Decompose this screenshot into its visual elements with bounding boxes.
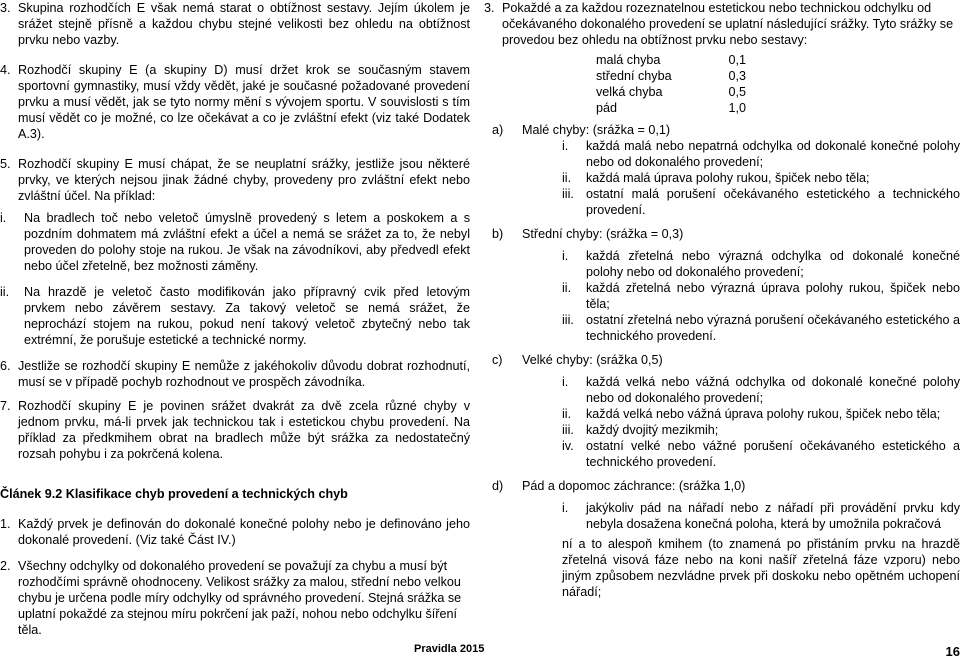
item-number: 2. [0, 559, 11, 573]
table-row [596, 52, 746, 68]
item-number: ii. [562, 281, 572, 295]
item-number: i. [562, 139, 569, 153]
subsection-label [492, 226, 960, 242]
item-text: ostatní zřetelná nebo výrazná porušení očekávaného estetického a technického provedení. [586, 313, 960, 343]
subsection-label [492, 478, 960, 494]
article-item-3 [484, 0, 960, 48]
item-number: 6. [0, 359, 11, 373]
paragraph-5-ii [0, 284, 470, 348]
subsection-title: Malé chyby: (srážka = 0,1) [522, 123, 671, 137]
list-item [562, 500, 960, 532]
item-text: jakýkoliv pád na nářadí nebo z nářadí při provádění prvku kdy nebyla dosažena konečná poloha, která by umožnila pokračová [586, 501, 960, 531]
item-number: ii. [0, 285, 10, 299]
list-item [562, 186, 960, 218]
list-item [562, 406, 960, 422]
item-text: Rozhodčí skupiny E (a skupiny D) musí držet krok se současným stavem sportovní gymnastiky, musí vždy vědět, jaké je současné požadované provedení prvku a musí vědět, jak se tyto normy mění s vývojem sportu. V souvislosti s tím musí vědět co je možné, co lze očekávat a co je zvláštní efekt (viz také Dodatek A.3). [18, 63, 470, 141]
item-number: iii. [562, 423, 574, 437]
table-cell: 0,3 [728, 69, 746, 83]
subsection-b [484, 226, 960, 344]
table-cell: 1,0 [728, 101, 746, 115]
item-number: 5. [0, 157, 11, 171]
subsection-label [492, 352, 960, 368]
footer-title: Pravidla 2015 [414, 643, 485, 655]
list-item [562, 248, 960, 280]
list-item-continuation: ní a to alespoň kmihem (to znamená po přistáním prvku na hrazdě zřetelná visová fáze nebo na koni našíř zřetelná fáze vzporu) nebo jiným způsobem nezvládne prvek při doskoku nebo opětném uchopení nářadí; [562, 537, 960, 599]
left-column [0, 0, 470, 638]
paragraph-6 [0, 358, 470, 390]
list-item [562, 438, 960, 470]
item-number: 3. [484, 1, 495, 15]
item-number: i. [562, 501, 569, 515]
table-cell: střední chyba [596, 69, 672, 83]
item-text: Na hrazdě je veletoč často modifikován jako přípravný cvik před letovým prvkem nebo závěrem sestavy. Za takový veletoč se nemá srážet, že neprochází stojem na rukou, pokud není takový veletoč zbytečný nebo tak extrémní, že porušuje estetické a technické normy. [24, 285, 470, 347]
item-number: i. [562, 375, 569, 389]
paragraph-5 [0, 156, 470, 204]
item-number: ii. [562, 407, 572, 421]
item-text: každá velká nebo vážná úprava polohy rukou, špiček nebo těla; [586, 407, 941, 421]
item-text: Skupina rozhodčích E však nemá starat o obtížnost sestavy. Jejím úkolem je srážet stejně přísně a každou chybu stejné velikosti bez ohledu na obtížnost prvku nebo vazby. [18, 1, 470, 47]
table-cell: malá chyba [596, 53, 661, 67]
item-text: Na bradlech toč nebo veletoč úmyslně provedený s letem a poskokem a s pozdním dohmatem má zvláštní efekt a účel a nemá se srážet za to, že nebyl proveden do polohy stoje na rukou. Je však na závodníkovi, aby předvedl efekt nebo účel zřetelně, bez možnosti záměny. [24, 211, 470, 273]
item-number: i. [562, 249, 569, 263]
list-item [562, 280, 960, 312]
table-row [596, 68, 746, 84]
list-item [562, 422, 960, 438]
table-row [596, 100, 746, 116]
page-number: 16 [945, 644, 960, 659]
right-column [484, 0, 960, 600]
item-text: každá malá nebo nepatrná odchylka od dokonalé konečné polohy nebo od dokonalého provedení; [586, 139, 960, 169]
article-item-1 [0, 516, 470, 548]
subsection-title: Střední chyby: (srážka = 0,3) [522, 227, 684, 241]
table-cell: 0,5 [728, 85, 746, 99]
item-text: ostatní malá porušení očekávaného estetického a technického provedení. [586, 187, 960, 217]
subsection-title: Pád a dopomoc záchrance: (srážka 1,0) [522, 479, 746, 493]
list-item [562, 374, 960, 406]
subsection-d [484, 478, 960, 600]
paragraph-5-i [0, 210, 470, 274]
subsection-label [492, 122, 960, 138]
list-item [562, 312, 960, 344]
subsection-c [484, 352, 960, 470]
item-text: Všechny odchylky od dokonalého provedení se považují za chybu a musí být rozhodčími správně ohodnoceny. Velikost srážky za malou, střední nebo velkou chybu je určena podle míry odchylky od správného provedení. Stejná srážka se uplatní pokaždé za stejnou míru pokrčení jak paží, nohou nebo odchylku šíření těla. [18, 559, 462, 637]
item-text: ostatní velké nebo vážné porušení očekávaného estetického a technického provedení. [586, 439, 960, 469]
item-number: 7. [0, 399, 11, 413]
paragraph-7 [0, 398, 470, 462]
item-text: Rozhodčí skupiny E musí chápat, že se neuplatní srážky, jestliže jsou některé prvky, ve kterých nejsou jinak žádné chyby, provedeny pro zvláštní efekt nebo zvláštní účel. Na příklad: [18, 157, 470, 203]
item-number: 4. [0, 63, 11, 77]
table-cell: 0,1 [728, 53, 746, 67]
item-number: iii. [562, 313, 574, 327]
item-text: každá zřetelná nebo výrazná úprava polohy rukou, špiček nebo těla; [586, 281, 960, 311]
table-cell: pád [596, 101, 618, 115]
item-number: 3. [0, 1, 11, 15]
item-number: ii. [562, 171, 572, 185]
item-text: Jestliže se rozhodčí skupiny E nemůže z jakéhokoliv důvodu dobrat rozhodnutí, musí se v případě pochyb rozhodnout ve prospěch závodníka. [18, 359, 470, 389]
list-item [562, 170, 960, 186]
item-text: Rozhodčí skupiny E je povinen srážet dvakrát za dvě zcela různé chyby v jednom prvku, má-li prvek jak technickou tak i estetickou chybu provedení. Na příklad za předkmihem obrat na bradlech může být srážka za nedostatečný rozsah pohybu i za pokrčená kolena. [18, 399, 470, 461]
paragraph-4 [0, 62, 470, 142]
item-number: iii. [562, 187, 574, 201]
table-cell: velká chyba [596, 85, 663, 99]
item-text: každý dvojitý mezikmih; [586, 423, 719, 437]
page-footer [0, 641, 960, 661]
item-number: 1. [0, 517, 11, 531]
subsection-letter: a) [492, 123, 504, 137]
item-number: i. [0, 211, 7, 225]
item-text: každá velká nebo vážná odchylka od dokonalé konečné polohy nebo od dokonalého provedení; [586, 375, 960, 405]
item-text: každá malá úprava polohy rukou, špiček nebo těla; [586, 171, 870, 185]
section-heading: Článek 9.2 Klasifikace chyb provedení a technických chyb [0, 487, 348, 501]
item-text: každá zřetelná nebo výrazná odchylka od dokonalé konečné polohy nebo od dokonalého provedení; [586, 249, 960, 279]
table-row [596, 84, 746, 100]
article-item-2 [0, 558, 470, 638]
paragraph-3 [0, 0, 470, 48]
item-text: Pokaždé a za každou rozeznatelnou estetickou nebo technickou odchylku od očekávaného dokonalého provedení se uplatní následující srážky. Tyto srážky se provedou bez ohledu na obtížnost prvku nebo sestavy: [502, 1, 954, 47]
item-text: Každý prvek je definován do dokonalé konečné polohy nebo je definováno jeho dokonalé provedení. (Viz také Část IV.) [18, 517, 470, 547]
penalty-table [596, 52, 746, 116]
list-item [562, 138, 960, 170]
subsection-title: Velké chyby: (srážka 0,5) [522, 353, 663, 367]
subsection-letter: c) [492, 353, 503, 367]
subsection-letter: b) [492, 227, 504, 241]
item-number: iv. [562, 439, 574, 453]
subsection-letter: d) [492, 479, 504, 493]
subsection-a [484, 122, 960, 218]
